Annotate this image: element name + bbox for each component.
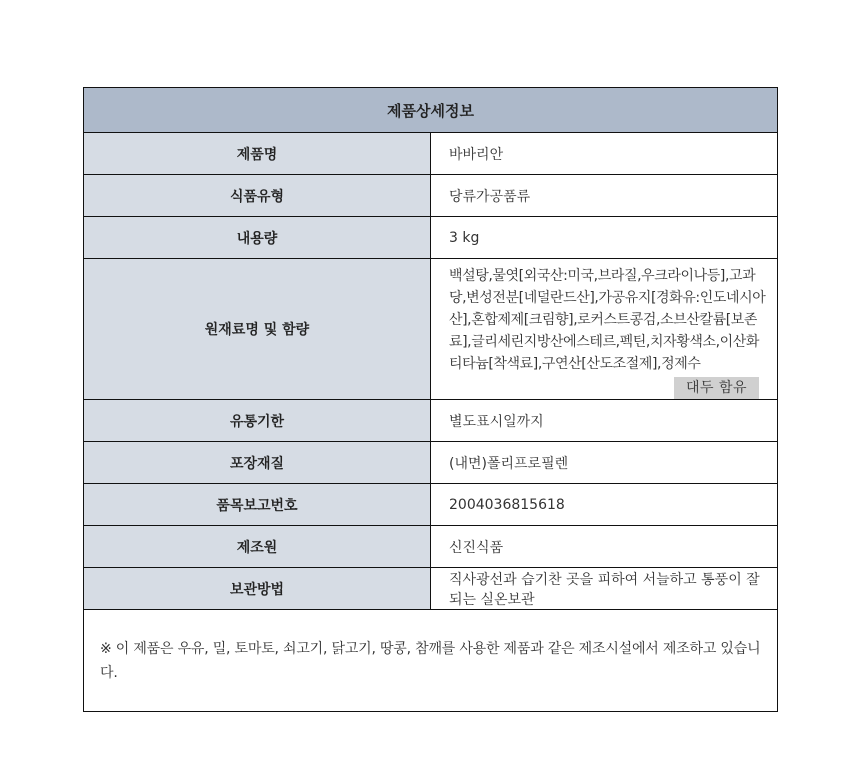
row-value: 2004036815618 — [431, 484, 778, 526]
product-detail-table — [83, 87, 778, 712]
table-row-net-content — [84, 217, 778, 259]
table-row-product-name — [84, 133, 778, 175]
table-row-ingredients — [84, 259, 778, 400]
table-row-note — [84, 610, 778, 712]
row-value: 신진식품 — [431, 526, 778, 568]
row-label: 품목보고번호 — [84, 484, 431, 526]
row-value: 직사광선과 습기찬 곳을 피하여 서늘하고 통풍이 잘 되는 실온보관 — [431, 568, 778, 610]
table-header-row — [84, 88, 778, 133]
row-value: (내면)폴리프로필렌 — [431, 442, 778, 484]
ingredients-text: 백설탕,물엿[외국산:미국,브라질,우크라이나등],고과당,변성전분[네덜란드산],가공유지[경화유:인도네시아산],혼합제제[크림향],로커스트콩검,소브산칼륨[보존료],글리세린지방산에스테르,펙틴,치자황색소,이산화티타늄[착색료],구연산[산도조절제],정제수 — [449, 268, 766, 372]
table-row-expiry — [84, 400, 778, 442]
allergy-badge: 대두 함유 — [674, 377, 759, 399]
row-label: 식품유형 — [84, 175, 431, 217]
row-label: 제품명 — [84, 133, 431, 175]
row-label: 원재료명 및 함량 — [84, 259, 431, 400]
row-label: 포장재질 — [84, 442, 431, 484]
row-value: 바바리안 — [431, 133, 778, 175]
table-title: 제품상세정보 — [84, 88, 778, 133]
allergen-note: ※ 이 제품은 우유, 밀, 토마토, 쇠고기, 닭고기, 땅콩, 참깨를 사용한 제품과 같은 제조시설에서 제조하고 있습니다. — [84, 610, 778, 712]
row-label: 유통기한 — [84, 400, 431, 442]
row-label: 보관방법 — [84, 568, 431, 610]
table-row-report-number — [84, 484, 778, 526]
table-row-packaging — [84, 442, 778, 484]
allergy-badge-wrap — [449, 377, 771, 399]
product-detail-panel — [83, 87, 778, 712]
table-row-manufacturer — [84, 526, 778, 568]
ingredients-cell — [431, 259, 778, 400]
row-value: 3 kg — [431, 217, 778, 259]
row-value: 당류가공품류 — [431, 175, 778, 217]
row-label: 내용량 — [84, 217, 431, 259]
row-value: 별도표시일까지 — [431, 400, 778, 442]
row-label: 제조원 — [84, 526, 431, 568]
table-row-storage — [84, 568, 778, 610]
table-row-food-type — [84, 175, 778, 217]
